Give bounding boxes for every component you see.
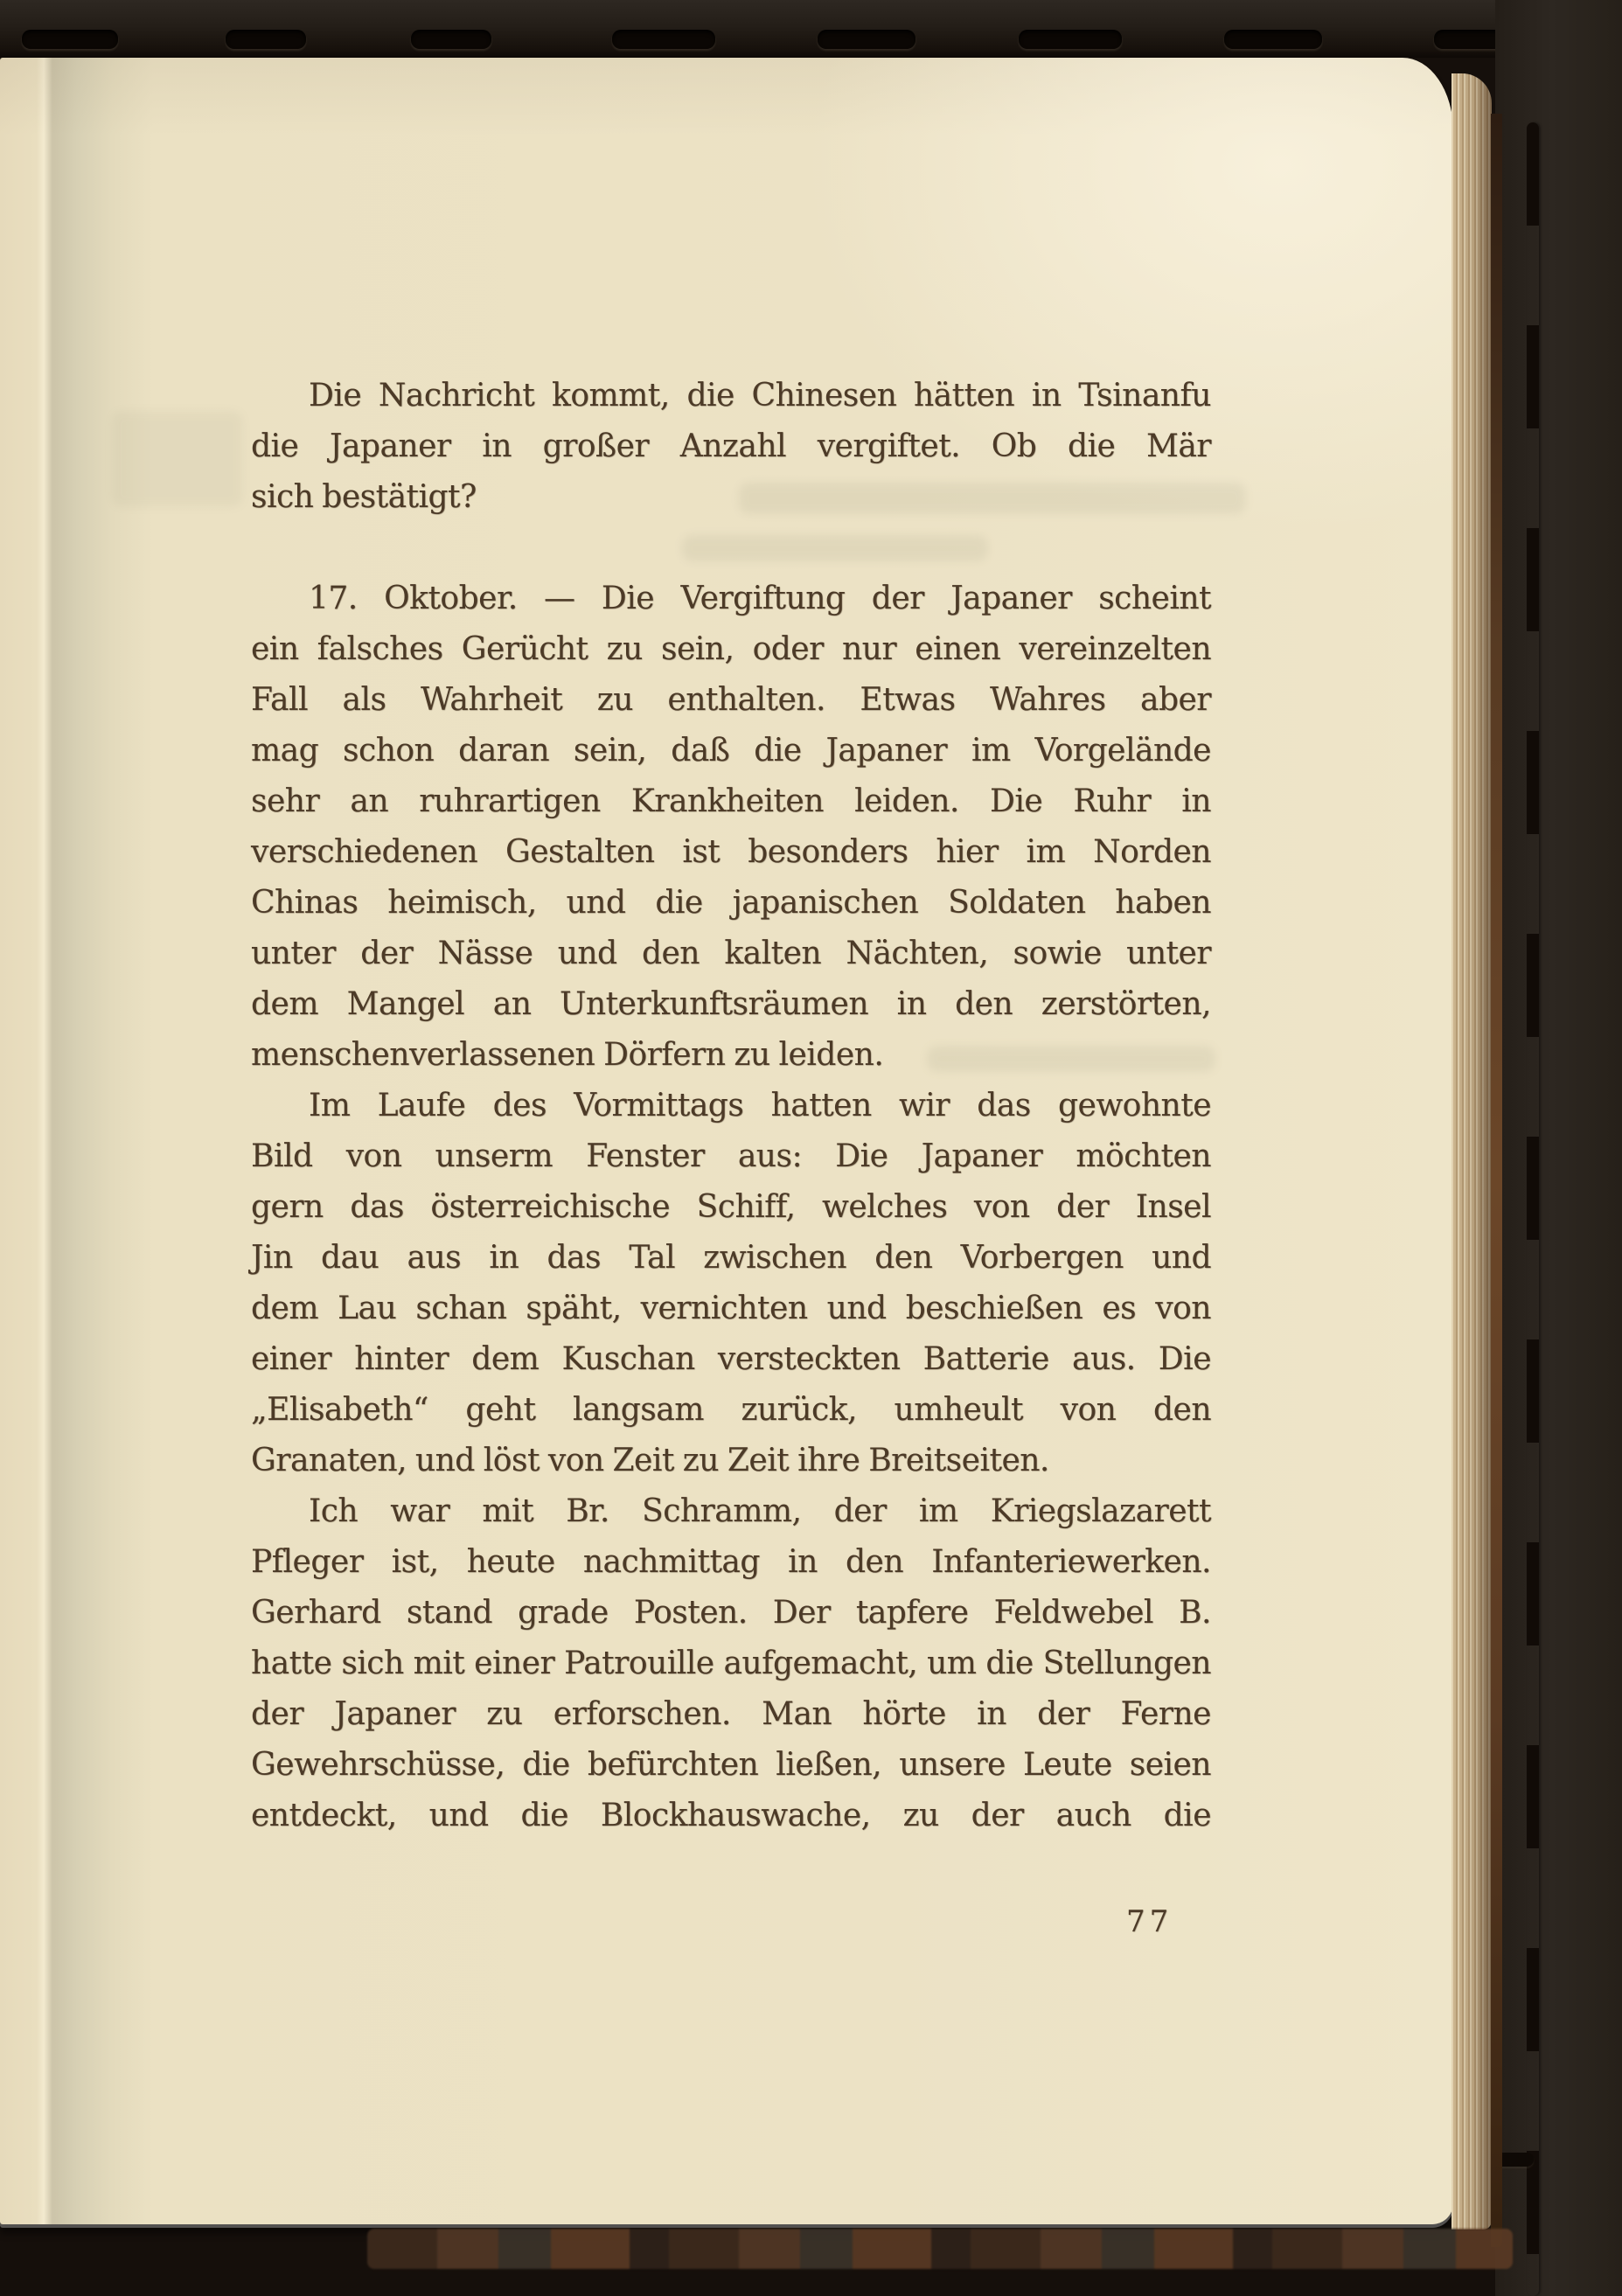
text-line: sehr an ruhrartigen Krankheiten leiden. Die Ruhr in: [251, 783, 1211, 819]
paragraph-diary-entry: [251, 574, 1211, 1081]
book-cover-top-edge: [0, 0, 1622, 58]
stitch-line-vertical: [1527, 122, 1539, 2296]
text-line: hatte sich mit einer Patrouille aufgemacht, um die Stellungen: [251, 1645, 1211, 1681]
text-line: der Japaner zu erforschen. Man hörte in der Ferne: [251, 1696, 1211, 1732]
text-line: „Elisabeth“ geht langsam zurück, umheult von den: [251, 1392, 1211, 1428]
paragraph: [251, 1486, 1211, 1841]
text-line: Die Nachricht kommt, die Chinesen hätten in Tsinanfu: [309, 378, 1211, 414]
cover-bottom-strip: [367, 2229, 1513, 2269]
text-line: unter der Nässe und den kalten Nächten, sowie unter: [251, 936, 1211, 971]
text-line: verschiedenen Gestalten ist besonders hier im Norden: [251, 834, 1211, 870]
text-line: Im Laufe des Vormittags hatten wir das gewohnte: [309, 1088, 1211, 1124]
text-line: gern das österreichische Schiff, welches von der Insel: [251, 1189, 1211, 1225]
stitch-mark: [226, 30, 306, 49]
stitch-mark: [1224, 30, 1322, 49]
text-line: ein falsches Gerücht zu sein, oder nur einen vereinzelten: [251, 631, 1211, 667]
book-page: [0, 58, 1453, 2224]
text-line: Ich war mit Br. Schramm, der im Kriegslazarett: [309, 1493, 1211, 1529]
paragraph: [251, 371, 1211, 523]
stitch-mark: [818, 30, 915, 49]
text-line: 17. Oktober. — Die Vergiftung der Japaner scheint: [309, 581, 1211, 616]
text-line: menschenverlassenen Dörfern zu leiden.: [251, 1037, 884, 1073]
text-line: Gerhard stand grade Posten. Der tapfere Feldwebel B.: [251, 1595, 1211, 1631]
paragraph: [251, 1081, 1211, 1486]
ink-showthrough: [112, 411, 243, 507]
page-fore-edge: [1451, 73, 1492, 2230]
text-line: dem Lau schan späht, vernichten und beschießen es von: [251, 1291, 1211, 1326]
text-line: Gewehrschüsse, die befürchten ließen, unsere Leute seien: [251, 1747, 1211, 1783]
text-line: einer hinter dem Kuschan versteckten Batterie aus. Die: [251, 1341, 1211, 1377]
page-number: 77: [1126, 1904, 1173, 1939]
stitch-mark: [612, 30, 715, 49]
text-line: die Japaner in großer Anzahl vergiftet. Ob die Mär: [251, 428, 1211, 464]
stitch-mark: [411, 30, 491, 49]
text-line: Bild von unserm Fenster aus: Die Japaner möchten: [251, 1138, 1211, 1174]
page-text-block: [251, 371, 1211, 1841]
text-line: Jin dau aus in das Tal zwischen den Vorbergen und: [251, 1240, 1211, 1276]
text-line: Chinas heimisch, und die japanischen Soldaten haben: [251, 885, 1211, 921]
text-line: entdeckt, und die Blockhauswache, zu der auch die: [251, 1798, 1211, 1833]
text-line: Fall als Wahrheit zu enthalten. Etwas Wahres aber: [251, 682, 1211, 718]
text-line: sich bestätigt?: [251, 479, 477, 515]
stitch-mark: [22, 30, 118, 49]
text-line: dem Mangel an Unterkunftsräumen in den zerstörten,: [251, 986, 1211, 1022]
book-cover-right-edge: [1495, 0, 1622, 2296]
text-line: Pfleger ist, heute nachmittag in den Infanteriewerken.: [251, 1544, 1211, 1580]
stitch-mark: [1019, 30, 1122, 49]
text-line: mag schon daran sein, daß die Japaner im Vorgelände: [251, 733, 1211, 769]
text-line: Granaten, und löst von Zeit zu Zeit ihre Breitseiten.: [251, 1443, 1049, 1478]
cover-board-edge: [1491, 114, 1502, 2247]
